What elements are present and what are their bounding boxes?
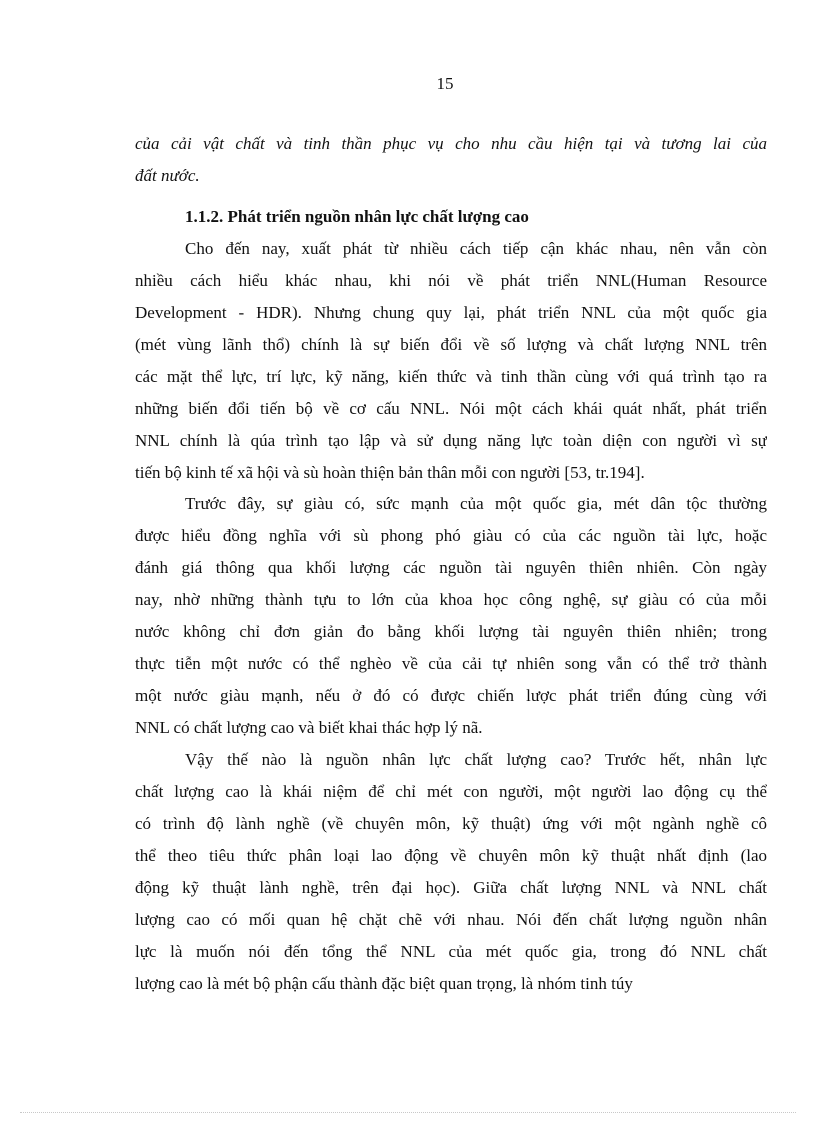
text-line: thực tiễn một nước có thể nghèo về của cải tự nhiên song vẫn có thể trở thành — [135, 654, 767, 673]
paragraph-3 — [135, 744, 767, 1000]
text-line: lượng cao là mét bộ phận cấu thành đặc biệt quan trọng, là nhóm tinh túy — [135, 974, 633, 993]
text-line: một nước giàu mạnh, nếu ở đó có được chiến lược phát triển đúng cùng với — [135, 686, 767, 705]
text-line: nay, nhờ những thành tựu to lớn của khoa học công nghệ, sự giàu có của mỗi — [135, 590, 767, 609]
page-bottom-rule — [20, 1112, 796, 1113]
text-line: tiến bộ kinh tế xã hội và sù hoàn thiện bản thân mỗi con người [53, tr.194]. — [135, 463, 645, 482]
text-line: lượng cao có mối quan hệ chặt chẽ với nhau. Nói đến chất lượng nguồn nhân — [135, 910, 767, 929]
text-line: nhiều cách hiểu khác nhau, khi nói về phát triển NNL(Human Resource — [135, 271, 767, 290]
text-line: Cho đến nay, xuất phát từ nhiều cách tiếp cận khác nhau, nên vẫn còn — [185, 239, 767, 258]
intro-paragraph — [135, 128, 767, 192]
text-line: chất lượng cao là khái niệm để chỉ mét con người, một người lao động cụ thể — [135, 782, 767, 801]
text-line: NNL có chất lượng cao và biết khai thác hợp lý nã. — [135, 718, 483, 737]
text-line: nước không chỉ đơn giản đo bằng khối lượng tài nguyên thiên nhiên; trong — [135, 622, 767, 641]
text-line: các mặt thể lực, trí lực, kỹ năng, kiến thức và tinh thần cùng với quá trình tạo ra — [135, 367, 767, 386]
paragraph-1 — [135, 233, 767, 489]
text-line: được hiểu đồng nghĩa với sù phong phó giàu có của các nguồn tài lực, hoặc — [135, 526, 767, 545]
section-heading-text: 1.1.2. Phát triển nguồn nhân lực chất lượng cao — [185, 207, 529, 226]
text-line: Vậy thế nào là nguồn nhân lực chất lượng cao? Trước hết, nhân lực — [185, 750, 767, 769]
text-line: Trước đây, sự giàu có, sức mạnh của một quốc gia, mét dân tộc thường — [185, 494, 767, 513]
text-line: (mét vùng lãnh thổ) chính là sự biến đổi về số lượng và chất lượng NNL trên — [135, 335, 767, 354]
page-number: 15 — [436, 74, 454, 93]
text-line: NNL chính là qúa trình tạo lập và sử dụng năng lực toàn diện con người vì sự — [135, 431, 767, 450]
text-line: có trình độ lành nghề (về chuyên môn, kỹ thuật) ứng với một ngành nghề cô — [135, 814, 767, 833]
text-line: thể theo tiêu thức phân loại lao động về chuyên môn kỹ thuật nhất định (lao — [135, 846, 767, 865]
text-line: đất nước. — [135, 166, 200, 185]
text-line: những biến đổi tiến bộ về cơ cấu NNL. Nói một cách khái quát nhất, phát triển — [135, 399, 767, 418]
section-heading — [135, 201, 767, 233]
text-line: đánh giá thông qua khối lượng các nguồn tài nguyên thiên nhiên. Còn ngày — [135, 558, 767, 577]
text-line: động kỹ thuật lành nghề, trên đại học). Giữa chất lượng NNL và NNL chất — [135, 878, 767, 897]
text-line: lực là muốn nói đến tổng thể NNL của mét quốc gia, trong đó NNL chất — [135, 942, 767, 961]
paragraph-2 — [135, 488, 767, 744]
text-line: của cải vật chất và tinh thần phục vụ cho nhu cầu hiện tại và tương lai của — [135, 134, 767, 153]
text-line: Development - HDR). Nhưng chung quy lại, phát triển NNL của một quốc gia — [135, 303, 767, 322]
